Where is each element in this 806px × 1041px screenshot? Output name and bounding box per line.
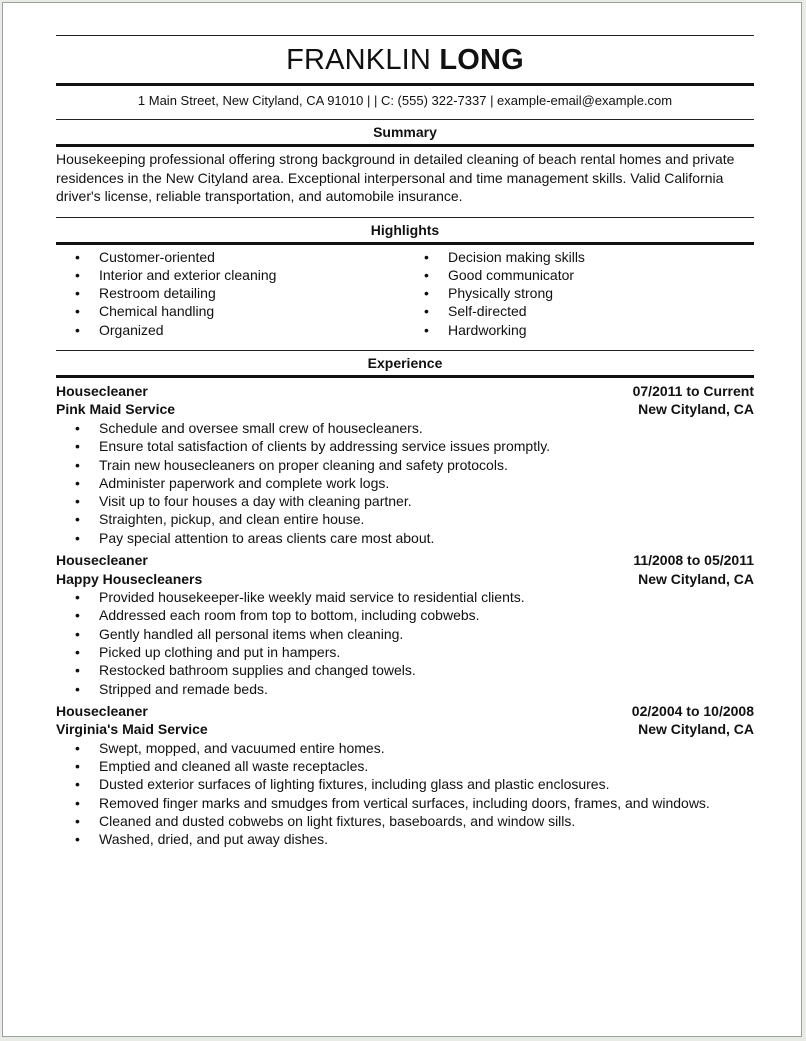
first-name: FRANKLIN bbox=[286, 44, 432, 76]
contact-line: 1 Main Street, New Cityland, CA 91010 | | C: (555) 322-7337 | example-email@example.com bbox=[137, 93, 673, 108]
list-item: • Gently handled all personal items when cleaning. bbox=[56, 625, 754, 643]
list-item: • Restroom detailing bbox=[56, 284, 405, 302]
job-dates: 07/2011 to Current bbox=[632, 382, 754, 399]
list-item: • Administer paperwork and complete work logs. bbox=[56, 474, 754, 492]
name-rule bbox=[56, 83, 754, 86]
highlights-list bbox=[56, 248, 754, 339]
job-header bbox=[56, 551, 754, 570]
job-company: Virginia's Maid Service bbox=[56, 721, 208, 738]
job-duties bbox=[56, 739, 754, 849]
list-item: • Customer-oriented bbox=[56, 248, 405, 266]
experience-heading: Experience bbox=[367, 354, 443, 371]
summary-heading: Summary bbox=[373, 124, 437, 140]
job-company: Happy Housecleaners bbox=[56, 570, 203, 587]
list-item: • Emptied and cleaned all waste receptacles. bbox=[56, 757, 754, 775]
list-item: • Interior and exterior cleaning bbox=[56, 266, 405, 284]
job-dates: 11/2008 to 05/2011 bbox=[633, 552, 754, 569]
last-name: LONG bbox=[439, 44, 524, 76]
summary-bottom-rule bbox=[56, 144, 754, 147]
list-item: • Organized bbox=[56, 321, 405, 339]
list-item: • Stripped and remade beds. bbox=[56, 680, 754, 698]
job-duties bbox=[56, 419, 754, 547]
list-item: • Provided housekeeper-like weekly maid service to residential clients. bbox=[56, 588, 754, 606]
list-item: • Physically strong bbox=[405, 284, 754, 302]
job-company: Pink Maid Service bbox=[56, 401, 176, 418]
list-item: • Swept, mopped, and vacuumed entire homes. bbox=[56, 739, 754, 757]
job-title: Housecleaner bbox=[56, 702, 148, 719]
job-title: Housecleaner bbox=[56, 552, 148, 569]
job-location: New Cityland, CA bbox=[638, 721, 754, 738]
list-item: • Removed finger marks and smudges from vertical surfaces, including doors, frames, and windows. bbox=[56, 794, 754, 812]
resume-content bbox=[56, 3, 754, 849]
highlights-left-column bbox=[56, 248, 405, 339]
resume-page bbox=[2, 2, 802, 1037]
experience-bottom-rule bbox=[56, 375, 754, 378]
job-dates: 02/2004 to 10/2008 bbox=[631, 702, 754, 719]
experience-top-rule bbox=[56, 350, 754, 351]
list-item: • Washed, dried, and put away dishes. bbox=[56, 830, 754, 848]
list-item: • Good communicator bbox=[405, 266, 754, 284]
job-entry bbox=[56, 382, 754, 547]
highlights-bottom-rule bbox=[56, 242, 754, 245]
list-item: • Cleaned and dusted cobwebs on light fixtures, baseboards, and window sills. bbox=[56, 812, 754, 830]
list-item: • Straighten, pickup, and clean entire house. bbox=[56, 510, 754, 528]
list-item: • Visit up to four houses a day with cleaning partner. bbox=[56, 492, 754, 510]
job-employer-row bbox=[56, 720, 754, 739]
job-duties bbox=[56, 588, 754, 698]
candidate-name bbox=[56, 42, 754, 78]
job-employer-row bbox=[56, 570, 754, 589]
job-entry bbox=[56, 551, 754, 698]
list-item: • Self-directed bbox=[405, 302, 754, 320]
highlights-heading: Highlights bbox=[370, 221, 440, 238]
list-item: • Ensure total satisfaction of clients by addressing service issues promptly. bbox=[56, 437, 754, 455]
job-header bbox=[56, 382, 754, 401]
highlights-right-column bbox=[405, 248, 754, 339]
list-item: • Pay special attention to areas clients care most about. bbox=[56, 529, 754, 547]
list-item: • Picked up clothing and put in hampers. bbox=[56, 643, 754, 661]
job-employer-row bbox=[56, 400, 754, 419]
job-title: Housecleaner bbox=[56, 382, 148, 399]
job-location: New Cityland, CA bbox=[638, 570, 754, 587]
highlights-top-rule bbox=[56, 217, 754, 218]
top-rule bbox=[56, 35, 754, 36]
list-item: • Dusted exterior surfaces of lighting fixtures, including glass and plastic enclosures. bbox=[56, 775, 754, 793]
list-item: • Hardworking bbox=[405, 321, 754, 339]
job-header bbox=[56, 702, 754, 721]
list-item: • Train new housecleaners on proper cleaning and safety protocols. bbox=[56, 456, 754, 474]
list-item: • Addressed each room from top to bottom, including cobwebs. bbox=[56, 606, 754, 624]
summary-top-rule bbox=[56, 119, 754, 120]
summary-text: Housekeeping professional offering strong background in detailed cleaning of beach rental homes and private residences in the New Cityland area. Exceptional interpersonal and time management skills. Valid California driver's license, reliable transportation, and automobile insurance. bbox=[56, 151, 735, 204]
list-item: • Chemical handling bbox=[56, 302, 405, 320]
job-entry bbox=[56, 702, 754, 849]
list-item: • Decision making skills bbox=[405, 248, 754, 266]
list-item: • Restocked bathroom supplies and changed towels. bbox=[56, 661, 754, 679]
list-item: • Schedule and oversee small crew of housecleaners. bbox=[56, 419, 754, 437]
job-location: New Cityland, CA bbox=[638, 401, 754, 418]
